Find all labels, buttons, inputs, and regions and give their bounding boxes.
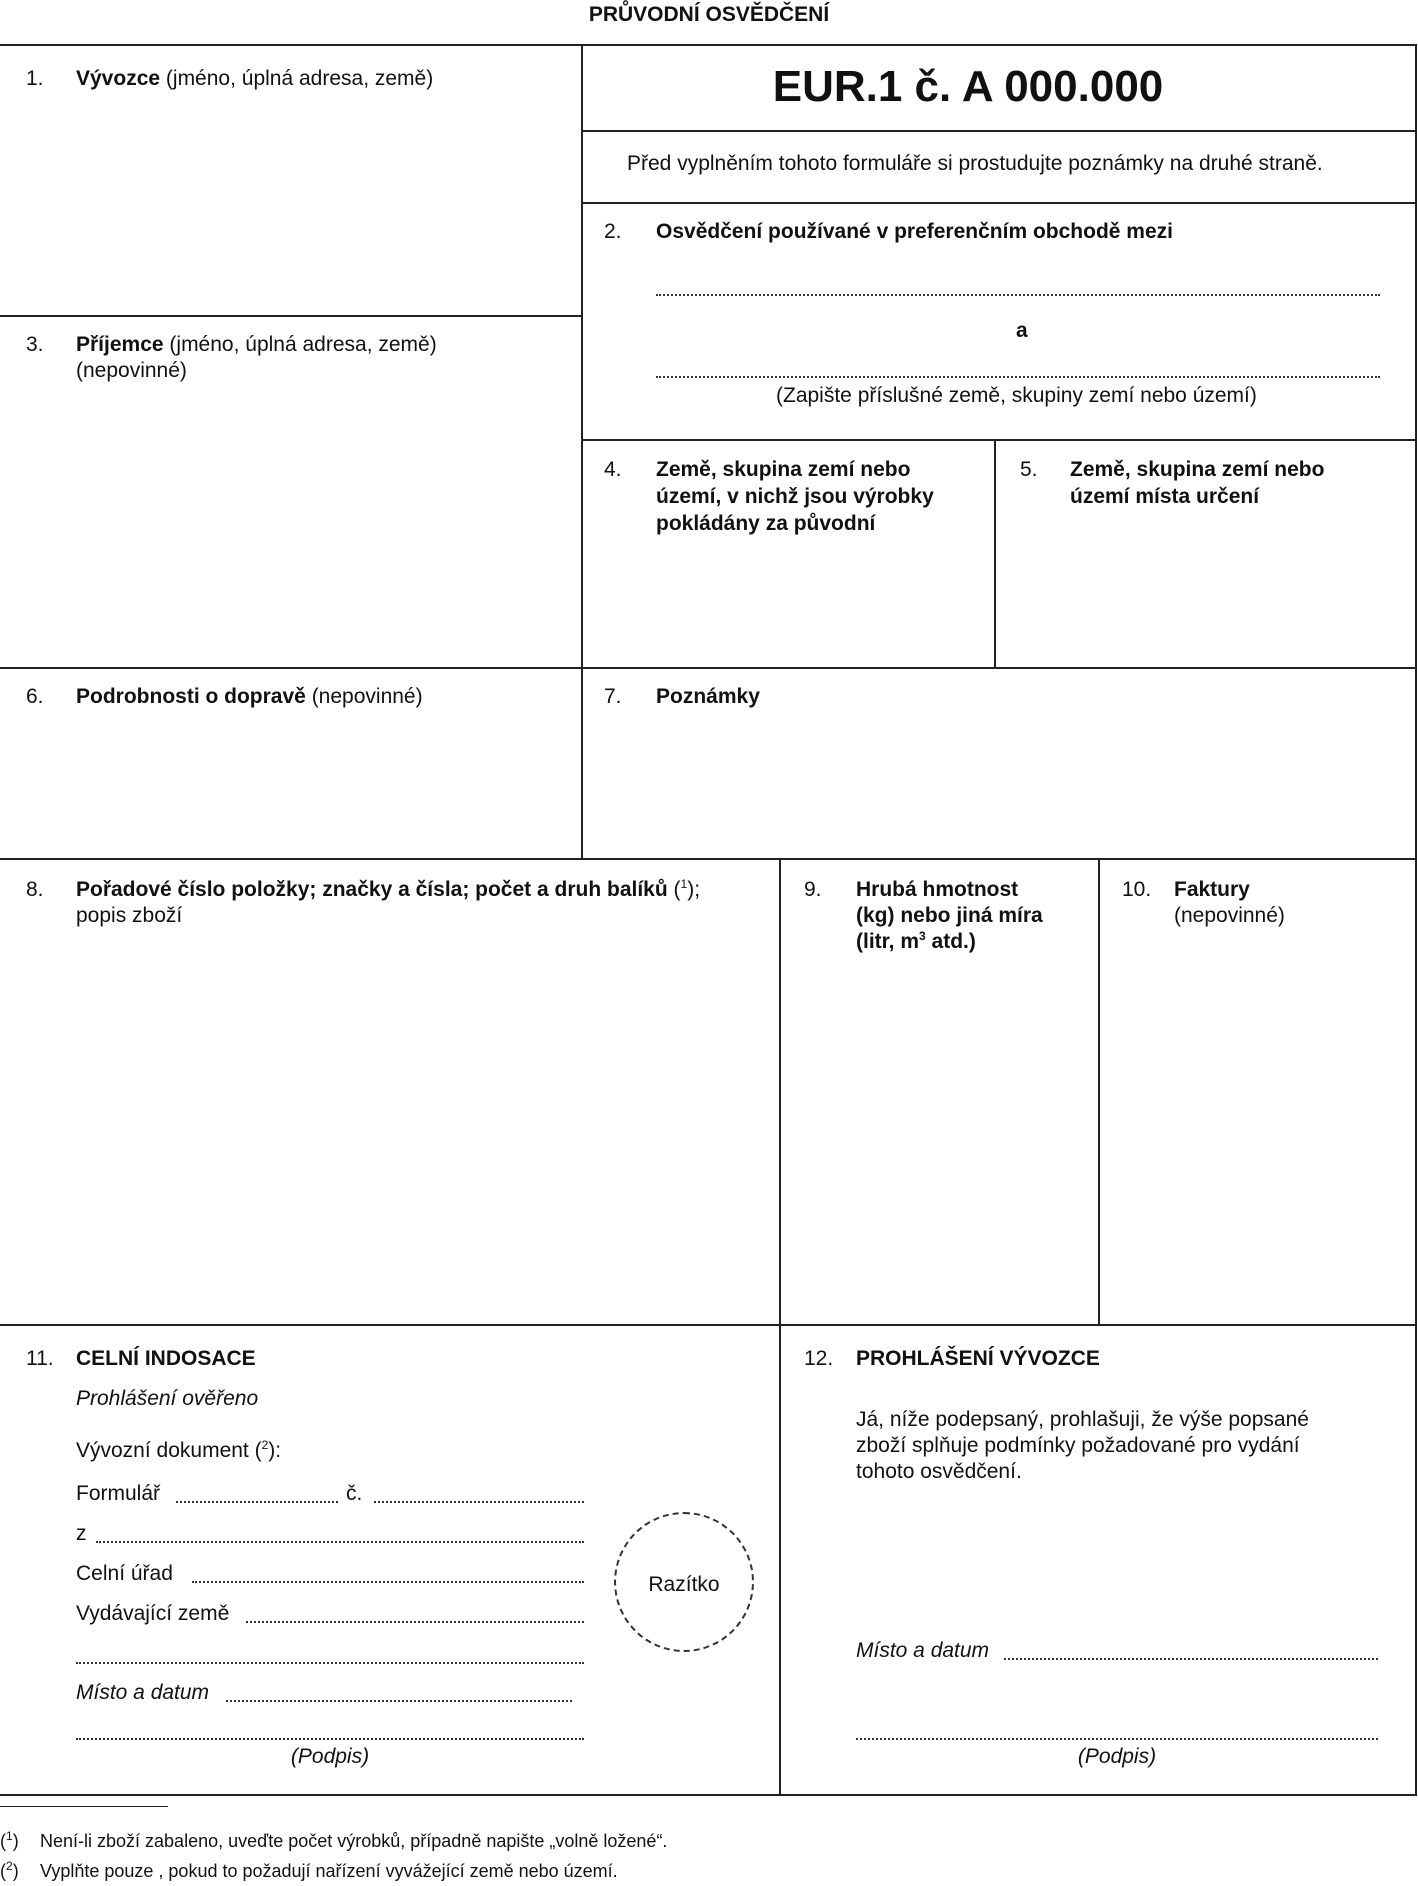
- divider: [581, 46, 583, 858]
- box8-ref-open: (: [673, 878, 681, 901]
- issuing-country-field-2[interactable]: [76, 1662, 584, 1664]
- box2-conjunction: a: [1016, 319, 1028, 342]
- from-field[interactable]: [96, 1541, 584, 1543]
- issuing-country-label: Vydávající země: [76, 1602, 230, 1625]
- box6-label: [76, 684, 423, 710]
- declaration-line1: Já, níže podepsaný, prohlašuji, že výše popsané: [856, 1408, 1309, 1431]
- box9-label-line3: [856, 929, 976, 955]
- number-field[interactable]: [374, 1501, 584, 1503]
- box10-number: 10.: [1122, 878, 1152, 901]
- box11-verified: Prohlášení ověřeno: [76, 1387, 259, 1410]
- footnote-2-number: 2: [6, 1859, 13, 1873]
- box5-label-line2: území místa určení: [1070, 485, 1260, 508]
- export-doc-a: Vývozní dokument (: [76, 1439, 262, 1462]
- footnote-1-mark: ($^1$): [0, 1829, 19, 1851]
- box11-place-date-field[interactable]: [226, 1700, 572, 1702]
- divider: [994, 439, 996, 668]
- divider: [779, 858, 781, 1796]
- box3-number: 3.: [26, 333, 44, 356]
- box1-label-bold: Vývozce: [76, 67, 161, 90]
- customs-office-field[interactable]: [192, 1581, 584, 1583]
- box5-number: 5.: [1020, 458, 1038, 481]
- from-label: z: [76, 1522, 87, 1545]
- instructions-notice: Před vyplněním tohoto formuláře si prostudujte poznámky na druhé straně.: [627, 152, 1323, 175]
- box11-heading: CELNÍ INDOSACE: [76, 1347, 256, 1370]
- customs-office-label: Celní úřad: [76, 1562, 173, 1585]
- box9-unit-b: atd.): [925, 930, 976, 953]
- box9-label-line1: Hrubá hmotnost: [856, 878, 1019, 901]
- box12-place-date-label: Místo a datum: [856, 1639, 990, 1662]
- box4-label-line2: území, v nichž jsou výrobky: [656, 485, 934, 508]
- box7-label: Poznámky: [656, 685, 760, 708]
- box4-label-line1: Země, skupina zemí nebo: [656, 458, 911, 481]
- box5-label-line1: Země, skupina zemí nebo: [1070, 458, 1325, 481]
- box11-signature-label: (Podpis): [290, 1745, 370, 1768]
- footnote-ref-2: 2: [261, 1438, 269, 1452]
- box6-number: 6.: [26, 685, 44, 708]
- export-doc-b: ):: [268, 1439, 282, 1462]
- box4-label-line3: pokládány za původní: [656, 512, 876, 535]
- country-1-line[interactable]: [656, 294, 1380, 296]
- box8-label: [76, 877, 700, 903]
- divider: [0, 858, 1415, 860]
- footnote-1-number: 1: [6, 1829, 13, 1843]
- box12-number: 12.: [804, 1347, 834, 1370]
- export-document-label: [76, 1438, 281, 1464]
- footnote-1-text: Není-li zboží zabaleno, uveďte počet výrobků, případně napište „volně ložené“.: [40, 1831, 668, 1851]
- box2-label: Osvědčení používané v preferenčním obchodě mezi: [656, 220, 1173, 243]
- box8-ref-close: );: [687, 878, 701, 901]
- box8-number: 8.: [26, 878, 44, 901]
- box11-number: 11.: [26, 1347, 54, 1370]
- box10-label-optional: (nepovinné): [1174, 904, 1285, 927]
- divider: [0, 315, 581, 317]
- box10-label: Faktury: [1174, 878, 1250, 901]
- box8-label-bold: Pořadové číslo položky; značky a čísla; počet a druh balíků: [76, 878, 668, 901]
- box1-label: [76, 66, 433, 92]
- issuing-country-field[interactable]: [246, 1621, 584, 1623]
- stamp-label: Razítko: [648, 1573, 720, 1596]
- divider: [581, 439, 1415, 441]
- box7-number: 7.: [604, 685, 622, 708]
- page-title: PRŮVODNÍ OSVĚDČENÍ: [588, 3, 830, 26]
- footnote-2-mark: ($^2$): [0, 1859, 19, 1881]
- divider: [581, 130, 1415, 132]
- box12-place-date-field[interactable]: [1004, 1658, 1378, 1660]
- footnote-2-text: Vyplňte pouze , pokud to požadují nařízení vyvážející země nebo území.: [40, 1861, 618, 1881]
- box3-label-bold: Příjemce: [76, 333, 164, 356]
- declaration-line2: zboží splňuje podmínky požadované pro vydání: [856, 1434, 1300, 1457]
- box1-number: 1.: [26, 67, 44, 90]
- box12-signature-field[interactable]: [856, 1738, 1378, 1740]
- box6-label-bold: Podrobnosti o dopravě: [76, 685, 306, 708]
- box9-unit-sup: 3: [919, 929, 926, 943]
- divider: [0, 667, 1415, 669]
- box3-label-rest: (jméno, úplná adresa, země): [169, 333, 437, 356]
- box12-signature-label: (Podpis): [1077, 1745, 1157, 1768]
- box6-label-rest: (nepovinné): [311, 685, 423, 708]
- divider: [0, 1324, 1415, 1326]
- country-2-line[interactable]: [656, 376, 1380, 378]
- box2-number: 2.: [604, 220, 622, 243]
- box11-place-date-label: Místo a datum: [76, 1681, 210, 1704]
- box11-signature-field[interactable]: [76, 1738, 584, 1740]
- footnote-separator: [0, 1806, 168, 1807]
- box3-label: [76, 332, 437, 358]
- box9-label-line2: (kg) nebo jiná míra: [856, 904, 1043, 927]
- certificate-number: EUR.1 č. A 000.000: [772, 62, 1164, 111]
- box3-label-optional: (nepovinné): [76, 359, 187, 382]
- declaration-line3: tohoto osvědčení.: [856, 1460, 1022, 1483]
- box12-heading: PROHLÁŠENÍ VÝVOZCE: [856, 1347, 1100, 1370]
- number-label: č.: [346, 1482, 363, 1505]
- box2-hint: (Zapište příslušné země, skupiny zemí nebo území): [776, 384, 1257, 407]
- box8-label-line2: popis zboží: [76, 904, 183, 927]
- box1-label-rest: (jméno, úplná adresa, země): [165, 67, 434, 90]
- form-field[interactable]: [176, 1501, 338, 1503]
- box4-number: 4.: [604, 458, 622, 481]
- box9-number: 9.: [804, 878, 822, 901]
- divider: [1098, 858, 1100, 1325]
- box9-unit-a: (litr, m: [856, 930, 920, 953]
- footnote-ref-1: 1: [680, 877, 688, 891]
- form-label: Formulář: [76, 1482, 161, 1505]
- divider: [581, 202, 1415, 204]
